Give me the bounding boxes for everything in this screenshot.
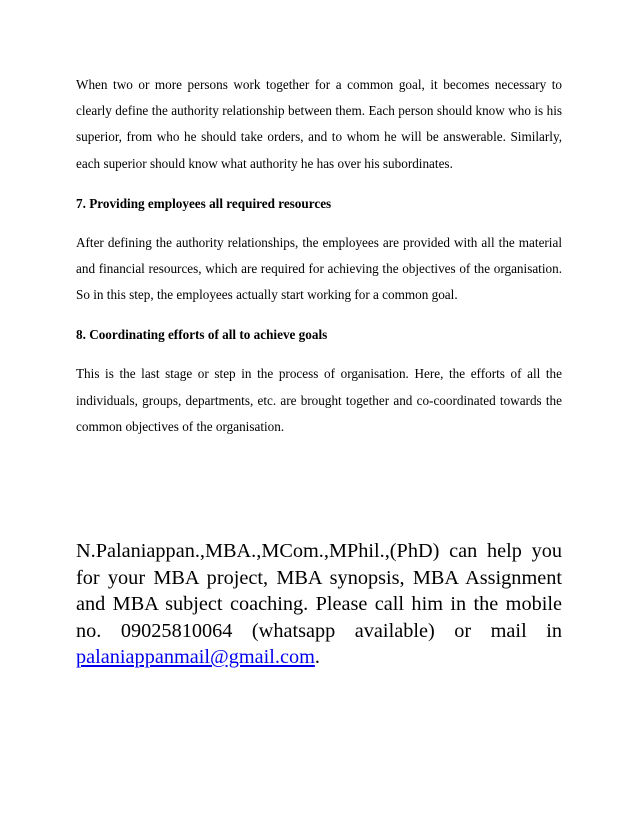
document-body — [76, 72, 562, 440]
contact-end: . — [314, 646, 320, 668]
section-7-heading: 7. Providing employees all required resources — [76, 195, 332, 211]
section-7-paragraph: After defining the authority relationships, the employees are provided with all the material and financial resources, which are required for achieving the objectives of the organisation. So in this step, the employees actually start working for a common goal. — [76, 234, 562, 303]
section-8-paragraph: This is the last stage or step in the process of organisation. Here, the efforts of all the individuals, groups, departments, etc. are brought together and co-coordinated towards the common objectives of the organisation. — [76, 366, 562, 434]
contact-text: N.Palaniappan.,MBA.,MCom.,MPhil.,(PhD) can help you for your MBA project, MBA synopsis, MBA Assignment and MBA subject coaching. Please call him in the mobile no. 09025810064 (whatsapp available) or mail in — [76, 540, 562, 642]
contact-footer — [76, 538, 562, 671]
intro-paragraph: When two or more persons work together for a common goal, it becomes necessary to clearly define the authority relationship between them. Each person should know who is his superior, from who he should take orders, and to whom he will be answerable. Similarly, each superior should know what authority he has over his subordinates. — [76, 77, 562, 171]
section-8-heading: 8. Coordinating efforts of all to achieve goals — [76, 327, 328, 343]
email-link[interactable]: palaniappanmail@gmail.com — [76, 646, 315, 668]
